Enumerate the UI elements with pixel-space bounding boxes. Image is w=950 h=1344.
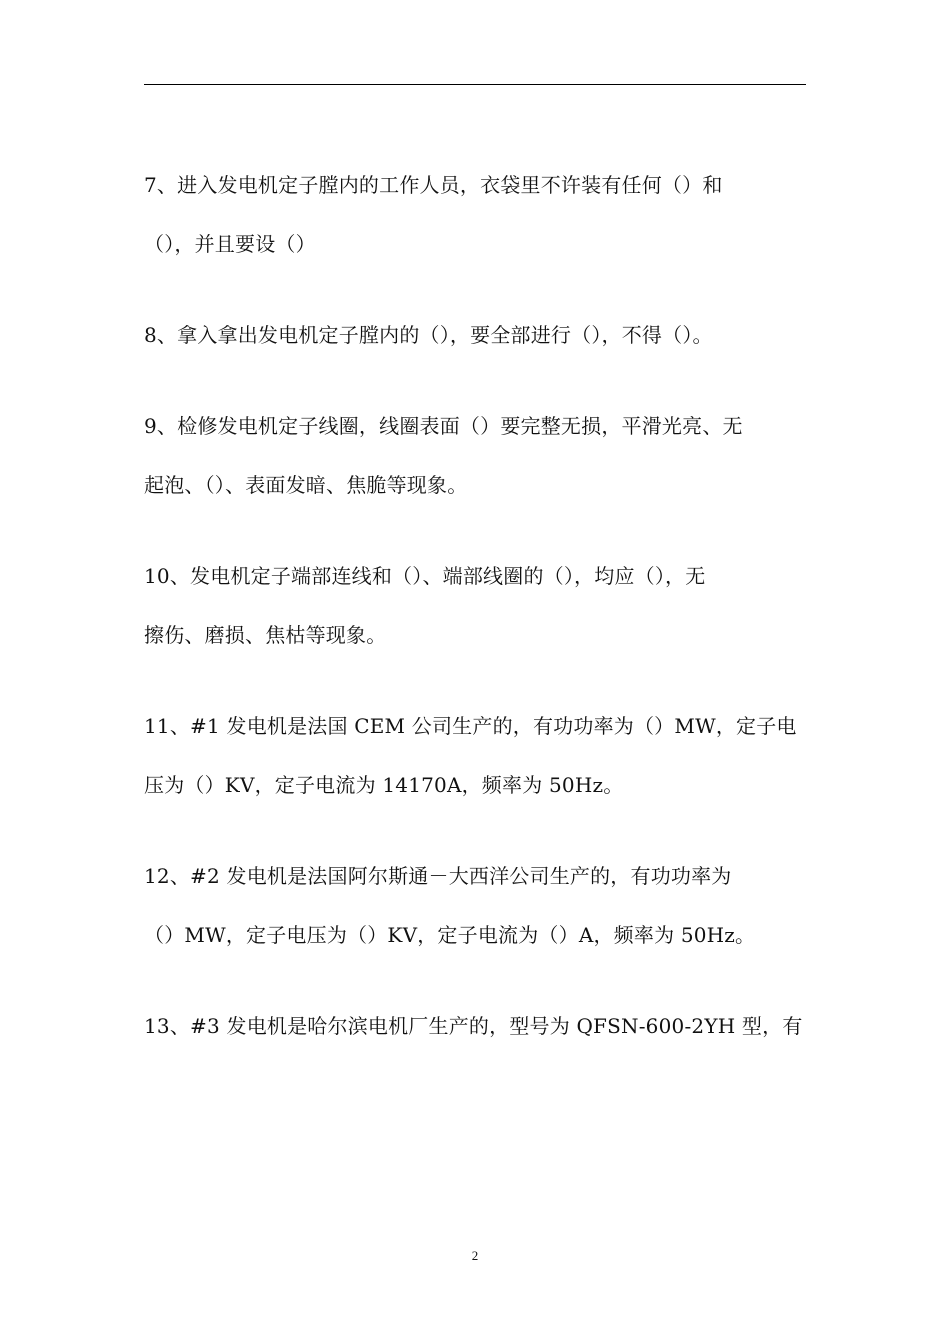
question-line: 起泡、（）、表面发暗、焦脆等现象。	[144, 473, 468, 497]
header-rule	[144, 84, 806, 85]
question-line: 8、拿入拿出发电机定子膛内的（），要全部进行（），不得（）。	[144, 323, 713, 347]
question-9	[144, 411, 806, 500]
question-line: 9、检修发电机定子线圈，线圈表面（）要完整无损，平滑光亮、无	[144, 414, 743, 438]
question-line: 12、#2 发电机是法国阿尔斯通－大西洋公司生产的，有功功率为	[144, 864, 732, 888]
question-line: 10、发电机定子端部连线和（）、端部线圈的（），均应（），无	[144, 564, 706, 588]
question-13	[144, 1011, 806, 1041]
question-8	[144, 320, 806, 350]
page-number: 2	[471, 1248, 479, 1263]
question-line: 7、进入发电机定子膛内的工作人员，衣袋里不许装有任何（）和	[144, 173, 723, 197]
question-10	[144, 561, 806, 650]
question-7	[144, 170, 806, 259]
question-line: 压为（）KV，定子电流为 14170A，频率为 50Hz。	[144, 773, 624, 797]
question-line: 11、#1 发电机是法国 CEM 公司生产的，有功功率为（）MW，定子电	[144, 714, 797, 738]
question-line: （），并且要设（）	[144, 232, 316, 256]
question-line: （）MW，定子电压为（）KV，定子电流为（）A，频率为 50Hz。	[144, 923, 756, 947]
document-body	[144, 170, 806, 1102]
question-11	[144, 711, 806, 800]
question-line: 13、#3 发电机是哈尔滨电机厂生产的，型号为 QFSN-600-2YH 型，有	[144, 1014, 803, 1038]
question-line: 擦伤、磨损、焦枯等现象。	[144, 623, 387, 647]
question-12	[144, 861, 806, 950]
